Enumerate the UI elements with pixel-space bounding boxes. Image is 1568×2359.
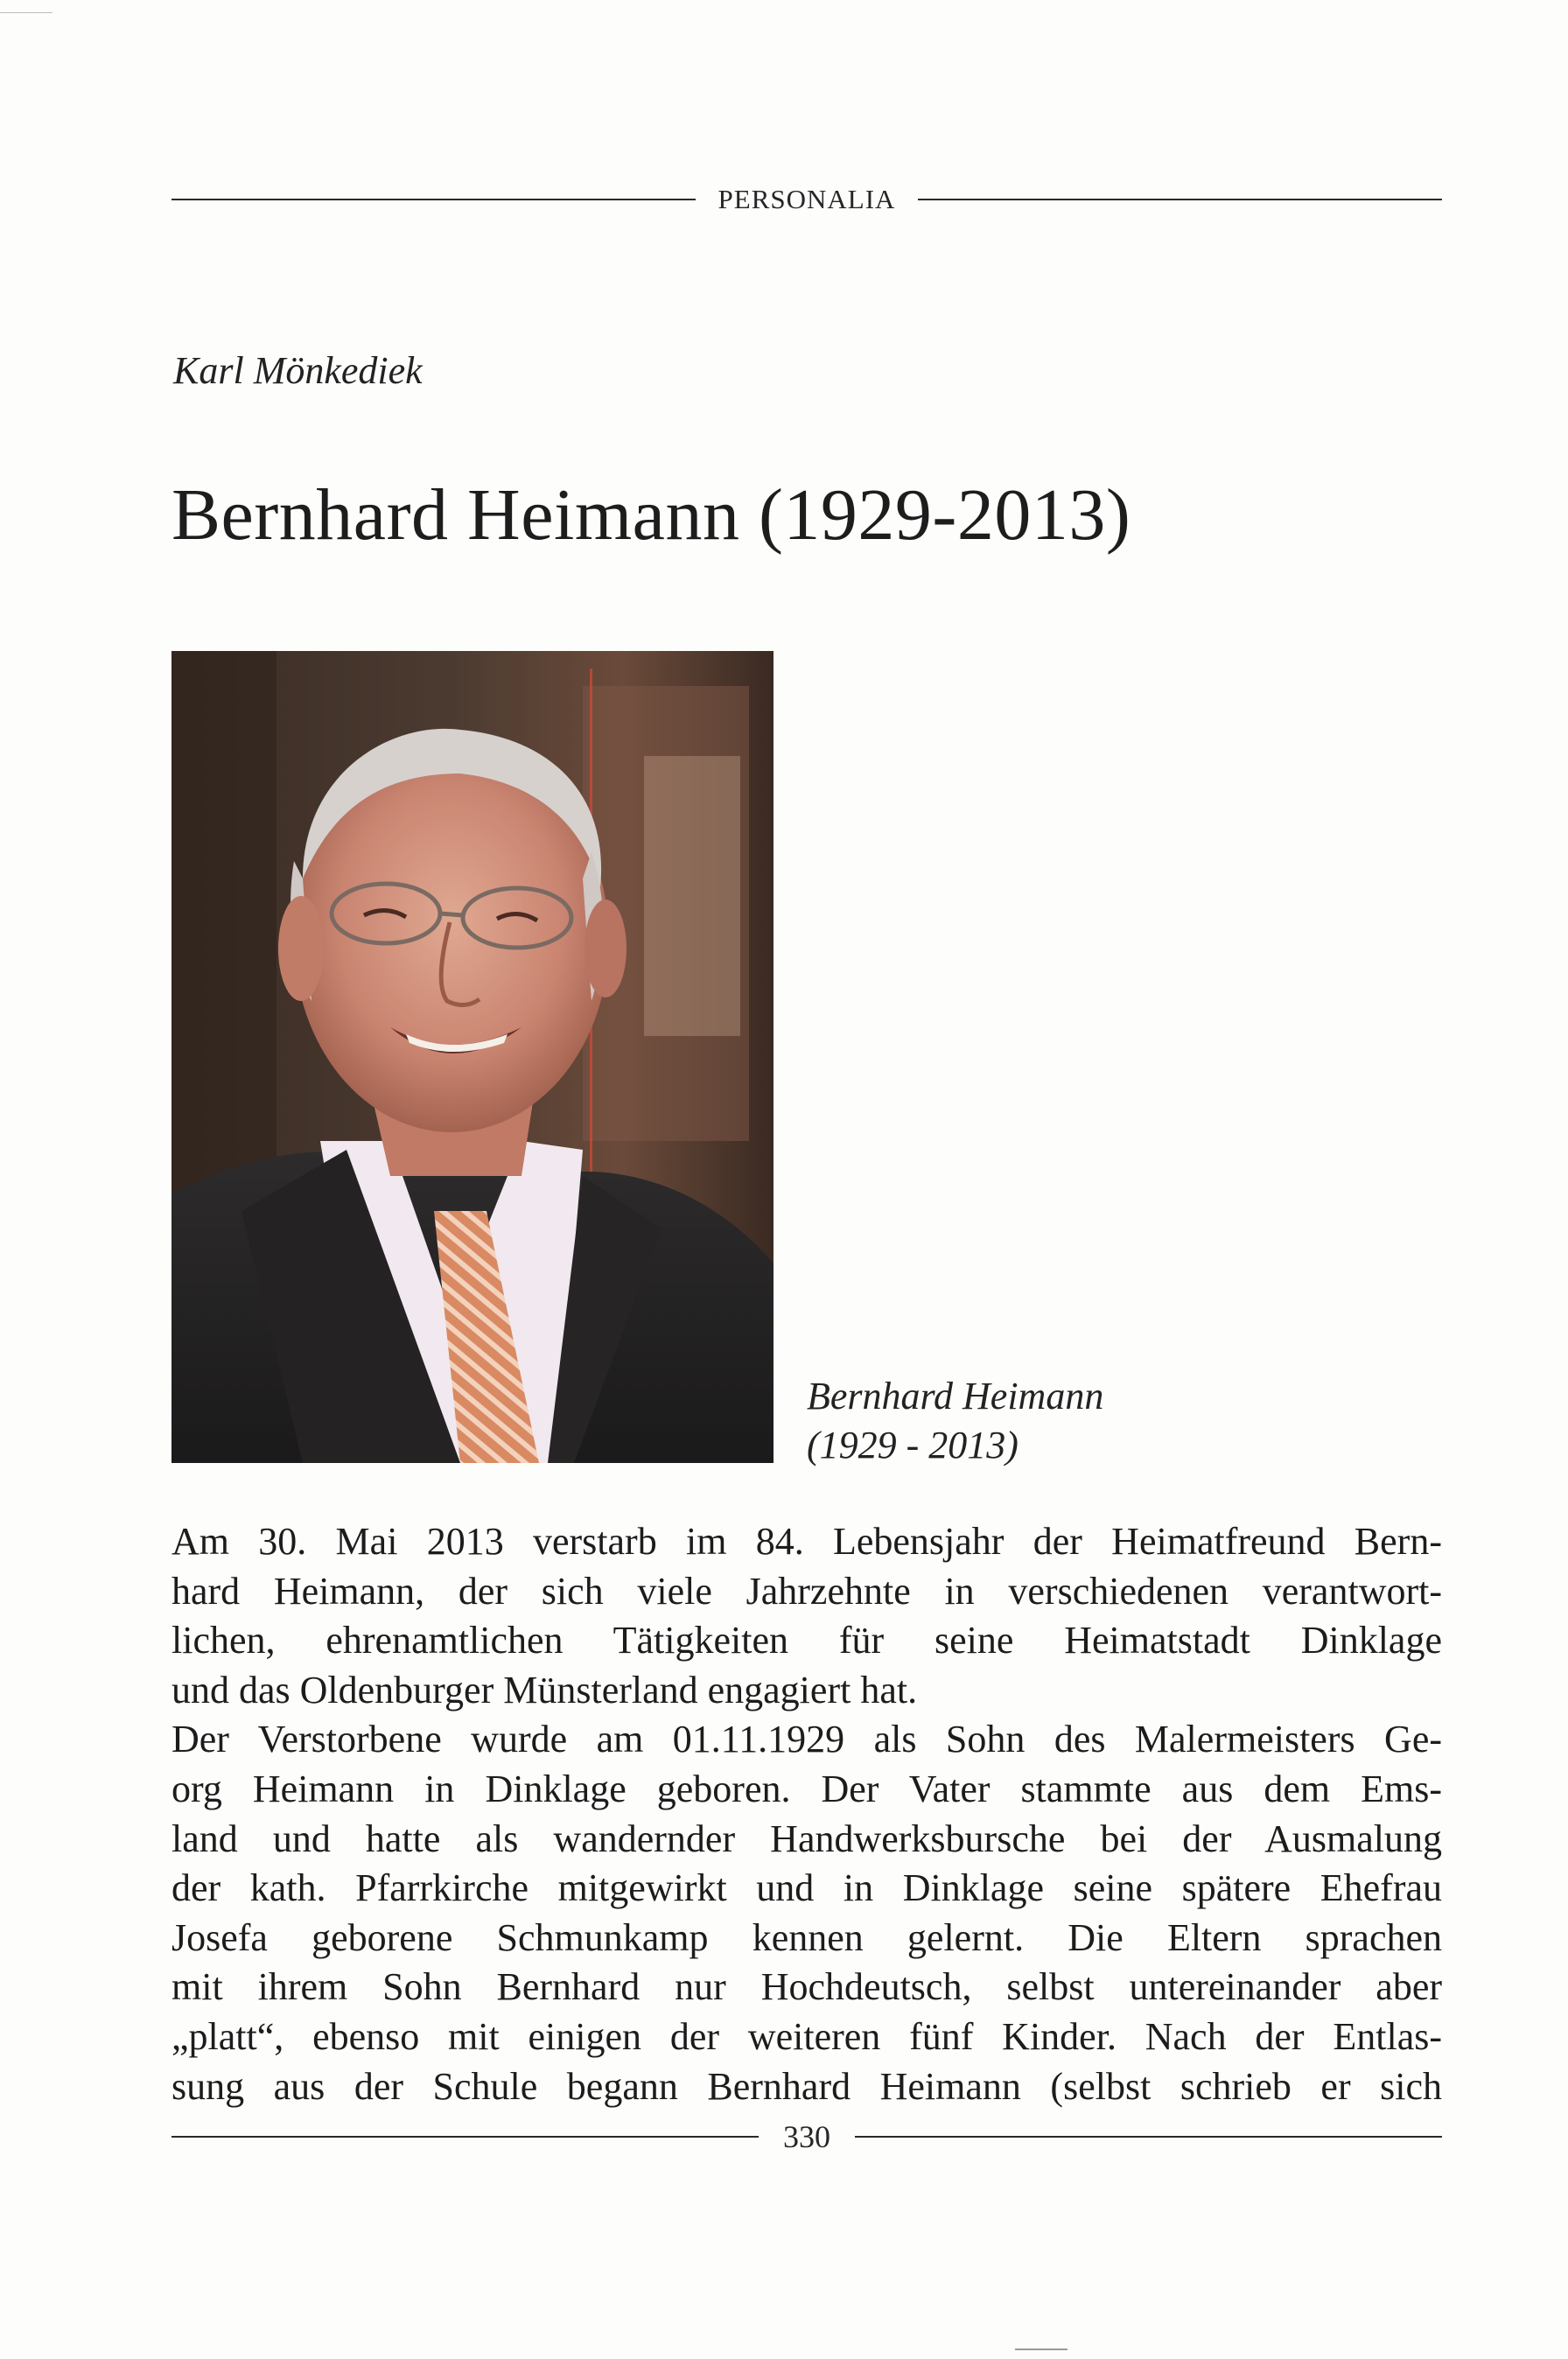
text-line: Der Verstorbene wurde am 01.11.1929 als Sohn des Malermeisters Ge- xyxy=(172,1718,1442,1761)
photo-caption xyxy=(807,1372,1103,1470)
body-text xyxy=(172,1517,1442,2111)
section-label: PERSONALIA xyxy=(718,184,896,214)
text-line: org Heimann in Dinklage geboren. Der Vater stammte aus dem Ems- xyxy=(172,1767,1442,1810)
text-line: Josefa geborene Schmunkamp kennen gelernt. Die Eltern sprachen xyxy=(172,1915,1442,1959)
page-number: 330 xyxy=(783,2119,830,2154)
article-author: Karl Mönkediek xyxy=(173,349,423,392)
header-rule-right xyxy=(918,199,1442,200)
text-line: land und hatte als wandernder Handwerksbursche bei der Ausmalung xyxy=(172,1816,1442,1860)
scan-edge-mark-bottom xyxy=(1015,2348,1068,2350)
text-line: hard Heimann, der sich viele Jahrzehnte in verschiedenen verantwort- xyxy=(172,1569,1442,1613)
article-title: Bernhard Heimann (1929-2013) xyxy=(172,474,1131,556)
text-line: Am 30. Mai 2013 verstarb im 84. Lebensjahr der Heimatfreund Bern- xyxy=(172,1520,1442,1563)
scan-edge-mark xyxy=(0,12,52,13)
header-rule-left xyxy=(172,199,696,200)
text-line: lichen, ehrenamtlichen Tätigkeiten für seine Heimatstadt Dinklage xyxy=(172,1619,1442,1662)
caption-name: Bernhard Heimann xyxy=(807,1375,1104,1418)
text-line: der kath. Pfarrkirche mitgewirkt und in Dinklage seine spätere Ehefrau xyxy=(172,1866,1442,1910)
footer-rule-right xyxy=(855,2136,1442,2138)
text-line: sung aus der Schule begann Bernhard Heimann (selbst schrieb er sich xyxy=(172,2064,1442,2108)
page-footer xyxy=(172,2119,1442,2154)
running-header xyxy=(172,182,1442,217)
text-line: und das Oldenburger Münsterland engagiert hat. xyxy=(172,1668,918,1712)
footer-rule-left xyxy=(172,2136,759,2138)
text-line: mit ihrem Sohn Bernhard nur Hochdeutsch, selbst untereinander aber xyxy=(172,1965,1442,2009)
caption-years: (1929 - 2013) xyxy=(807,1424,1018,1466)
text-line: „platt“, ebenso mit einigen der weiteren fünf Kinder. Nach der Entlas- xyxy=(172,2014,1442,2058)
portrait-photo xyxy=(172,651,774,1463)
